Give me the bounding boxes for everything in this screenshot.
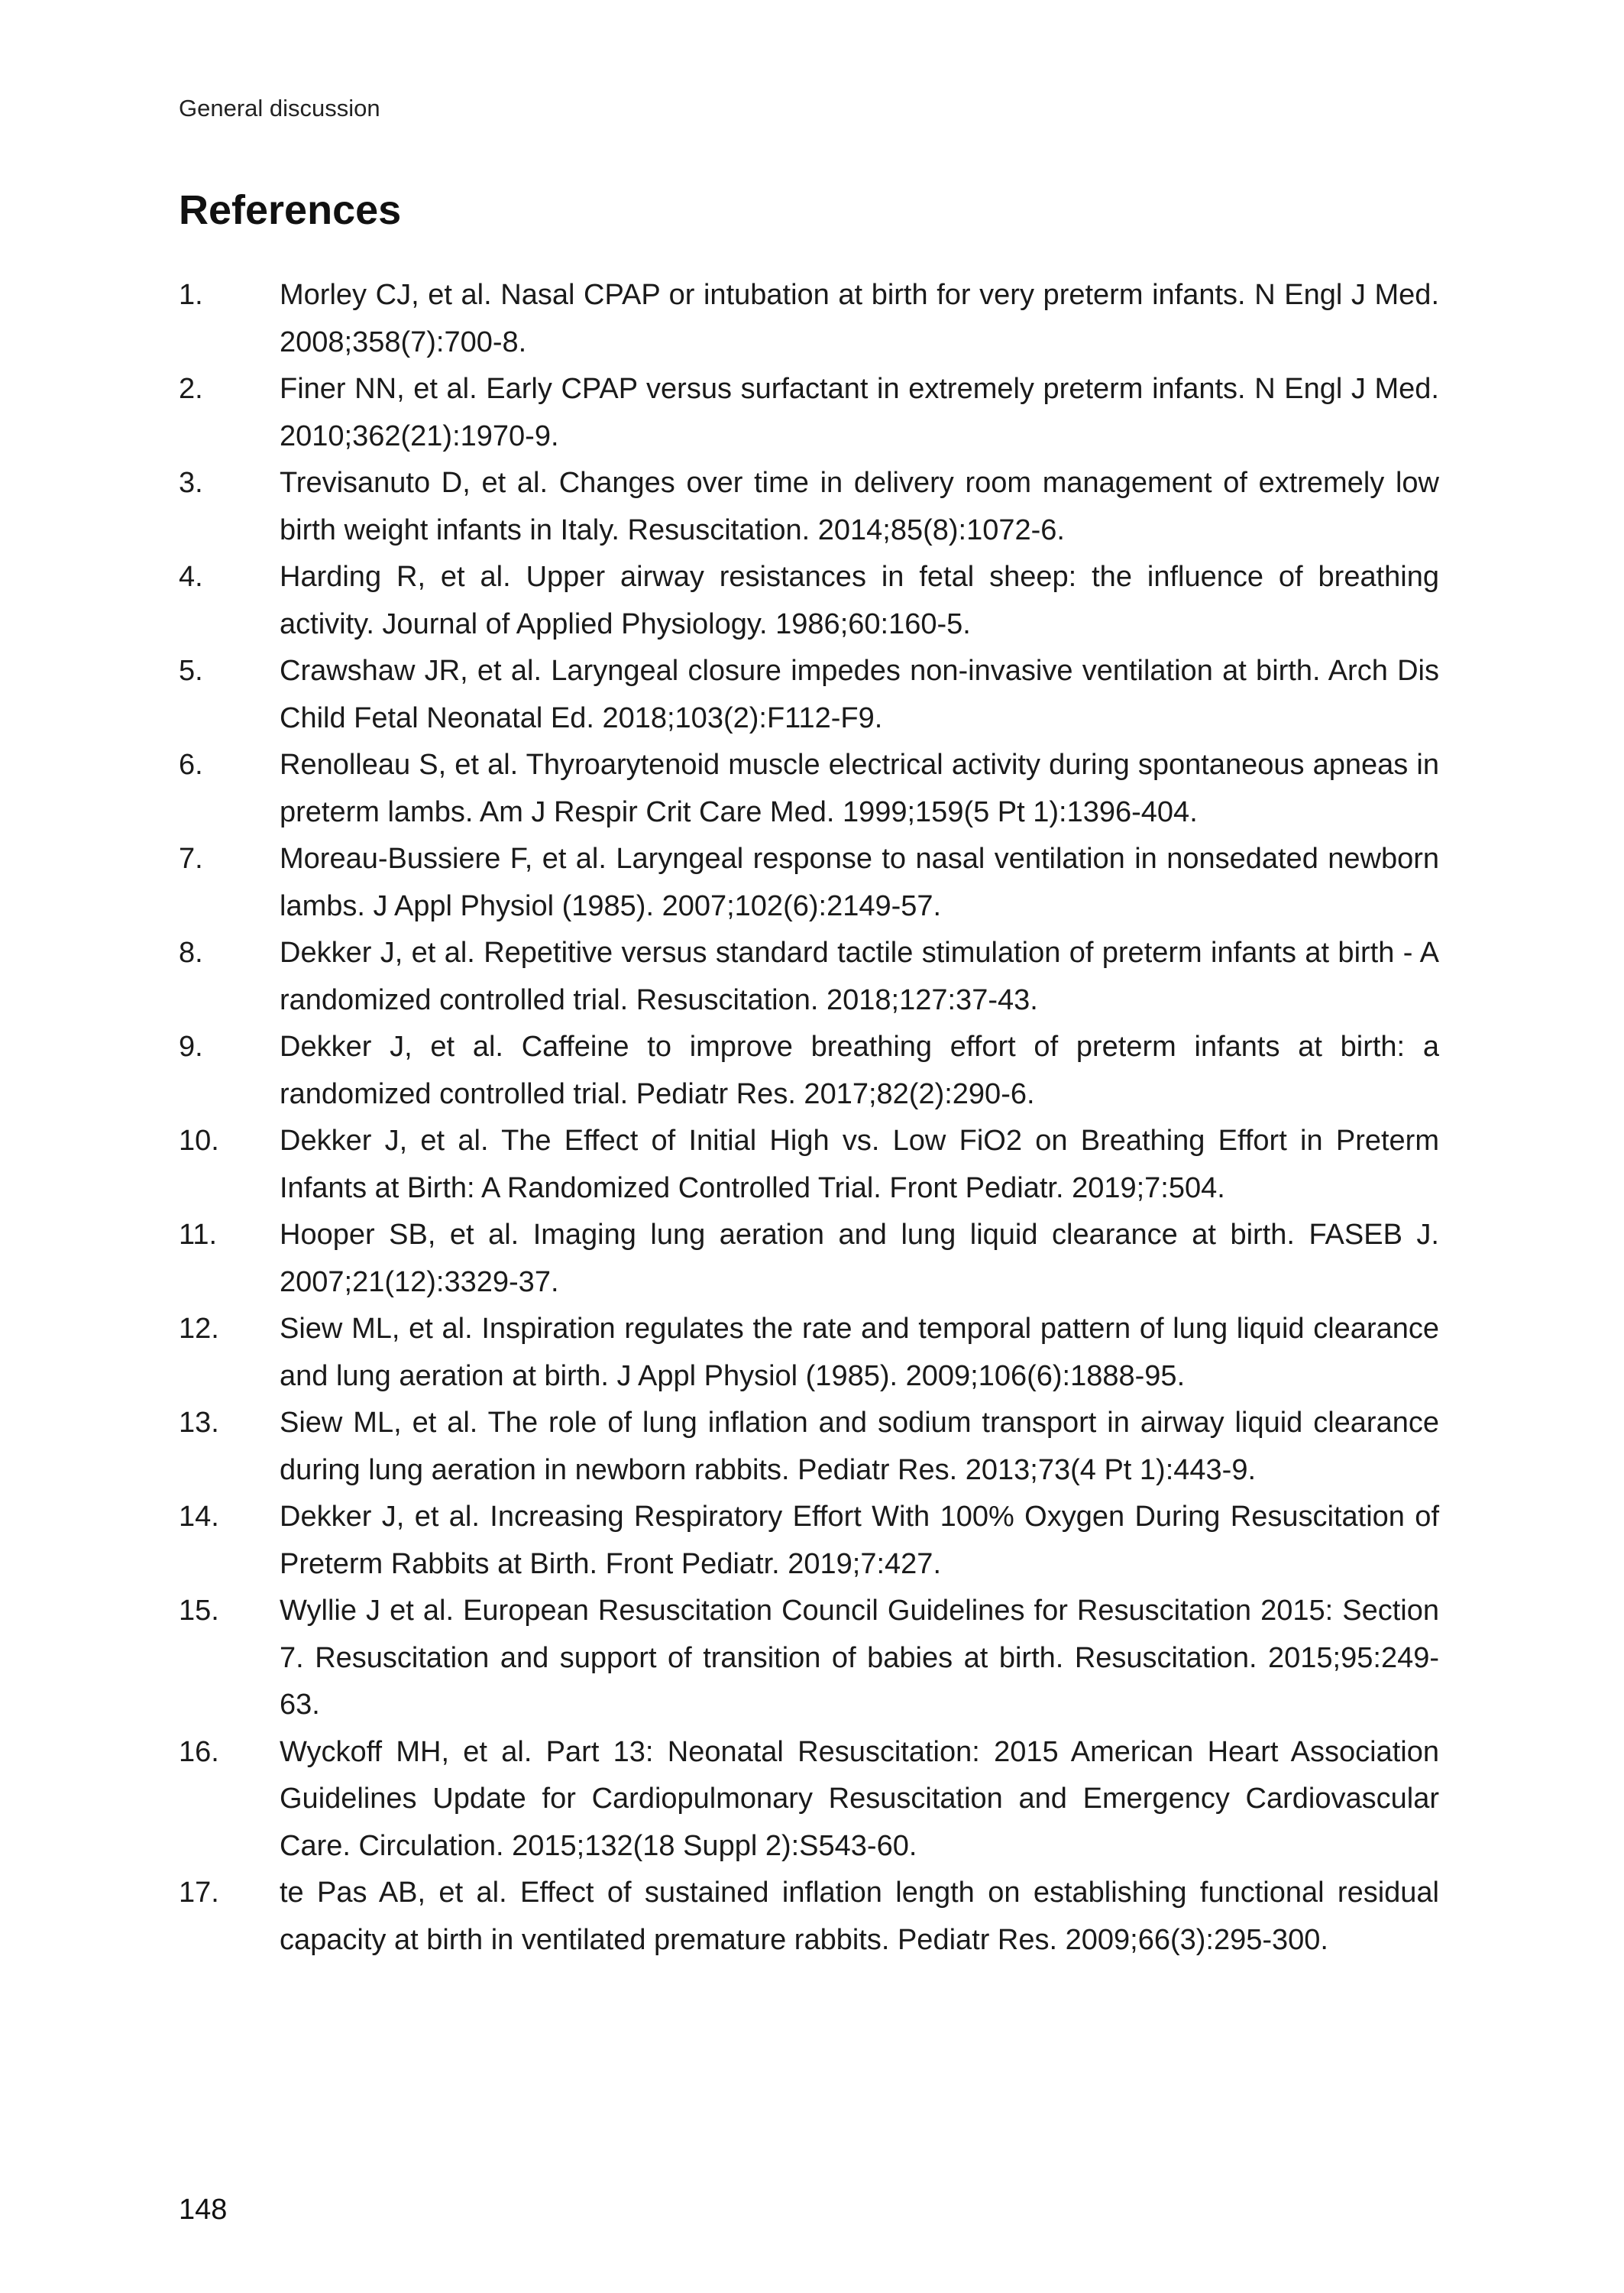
reference-item	[179, 930, 1439, 1024]
reference-number: 6.	[179, 749, 203, 781]
reference-item	[179, 1588, 1439, 1729]
section-title: References	[179, 187, 402, 233]
reference-text: Wyckoff MH, et al. Part 13: Neonatal Resuscitation: 2015 American Heart Association Guidelines Update for Cardiopulmonary Resuscitation and Emergency Cardiovascular Care. Circulation. 2015;132(18 Suppl 2):S543-60.	[280, 1735, 1439, 1862]
reference-text: Siew ML, et al. Inspiration regulates the rate and temporal pattern of lung liquid clearance and lung aeration at birth. J Appl Physiol (1985). 2009;106(6):1888-95.	[280, 1313, 1439, 1392]
reference-number: 10.	[179, 1125, 219, 1157]
reference-item	[179, 1870, 1439, 1964]
reference-text: Dekker J, et al. The Effect of Initial High vs. Low FiO2 on Breathing Effort in Preterm Infants at Birth: A Randomized Controlled Trial. Front Pediatr. 2019;7:504.	[280, 1125, 1439, 1204]
reference-text: Harding R, et al. Upper airway resistances in fetal sheep: the influence of breathing activity. Journal of Applied Physiology. 1986;60:160-5.	[280, 561, 1439, 640]
reference-number: 17.	[179, 1877, 219, 1909]
reference-number: 13.	[179, 1407, 219, 1439]
reference-item	[179, 836, 1439, 930]
reference-text: Renolleau S, et al. Thyroarytenoid muscle electrical activity during spontaneous apneas in preterm lambs. Am J Respir Crit Care Med. 1999;159(5 Pt 1):1396-404.	[280, 749, 1439, 828]
reference-item	[179, 648, 1439, 742]
reference-text: te Pas AB, et al. Effect of sustained inflation length on establishing functional residual capacity at birth in ventilated premature rabbits. Pediatr Res. 2009;66(3):295-300.	[280, 1877, 1439, 1956]
reference-item	[179, 460, 1439, 554]
running-header: General discussion	[179, 95, 380, 121]
reference-number: 15.	[179, 1595, 219, 1627]
reference-item	[179, 1494, 1439, 1588]
reference-item	[179, 1729, 1439, 1870]
reference-text: Siew ML, et al. The role of lung inflation and sodium transport in airway liquid clearance during lung aeration in newborn rabbits. Pediatr Res. 2013;73(4 Pt 1):443-9.	[280, 1407, 1439, 1486]
reference-text: Hooper SB, et al. Imaging lung aeration and lung liquid clearance at birth. FASEB J. 2007;21(12):3329-37.	[280, 1219, 1439, 1298]
reference-list	[179, 272, 1439, 1964]
reference-number: 16.	[179, 1735, 219, 1768]
reference-text: Wyllie J et al. European Resuscitation Council Guidelines for Resuscitation 2015: Section 7. Resuscitation and support of transition of babies at birth. Resuscitation. 2015;95:249-63.	[280, 1595, 1439, 1721]
reference-number: 1.	[179, 279, 203, 311]
reference-number: 4.	[179, 561, 203, 593]
reference-text: Morley CJ, et al. Nasal CPAP or intubation at birth for very preterm infants. N Engl J Med. 2008;358(7):700-8.	[280, 279, 1439, 358]
reference-item	[179, 366, 1439, 460]
reference-item	[179, 1306, 1439, 1400]
reference-number: 8.	[179, 937, 203, 969]
reference-number: 9.	[179, 1031, 203, 1063]
reference-number: 12.	[179, 1313, 219, 1345]
reference-number: 3.	[179, 467, 203, 499]
reference-text: Dekker J, et al. Increasing Respiratory Effort With 100% Oxygen During Resuscitation of Preterm Rabbits at Birth. Front Pediatr. 2019;7:427.	[280, 1501, 1439, 1580]
reference-item	[179, 1118, 1439, 1212]
reference-item	[179, 1212, 1439, 1306]
reference-item	[179, 554, 1439, 648]
reference-item	[179, 272, 1439, 366]
reference-text: Trevisanuto D, et al. Changes over time in delivery room management of extremely low birth weight infants in Italy. Resuscitation. 2014;85(8):1072-6.	[280, 467, 1439, 546]
reference-text: Dekker J, et al. Repetitive versus standard tactile stimulation of preterm infants at birth - A randomized controlled trial. Resuscitation. 2018;127:37-43.	[280, 937, 1439, 1016]
reference-number: 7.	[179, 843, 203, 875]
reference-number: 14.	[179, 1501, 219, 1533]
reference-item	[179, 742, 1439, 836]
reference-text: Finer NN, et al. Early CPAP versus surfactant in extremely preterm infants. N Engl J Med. 2010;362(21):1970-9.	[280, 373, 1439, 452]
reference-text: Crawshaw JR, et al. Laryngeal closure impedes non-invasive ventilation at birth. Arch Dis Child Fetal Neonatal Ed. 2018;103(2):F112-F9.	[280, 655, 1439, 734]
page-number: 148	[179, 2194, 228, 2226]
reference-text: Dekker J, et al. Caffeine to improve breathing effort of preterm infants at birth: a randomized controlled trial. Pediatr Res. 2017;82(2):290-6.	[280, 1031, 1439, 1110]
reference-number: 11.	[179, 1219, 218, 1251]
reference-item	[179, 1024, 1439, 1118]
reference-item	[179, 1400, 1439, 1494]
reference-number: 2.	[179, 373, 203, 405]
reference-number: 5.	[179, 655, 203, 687]
reference-text: Moreau-Bussiere F, et al. Laryngeal response to nasal ventilation in nonsedated newborn lambs. J Appl Physiol (1985). 2007;102(6):2149-57.	[280, 843, 1439, 922]
